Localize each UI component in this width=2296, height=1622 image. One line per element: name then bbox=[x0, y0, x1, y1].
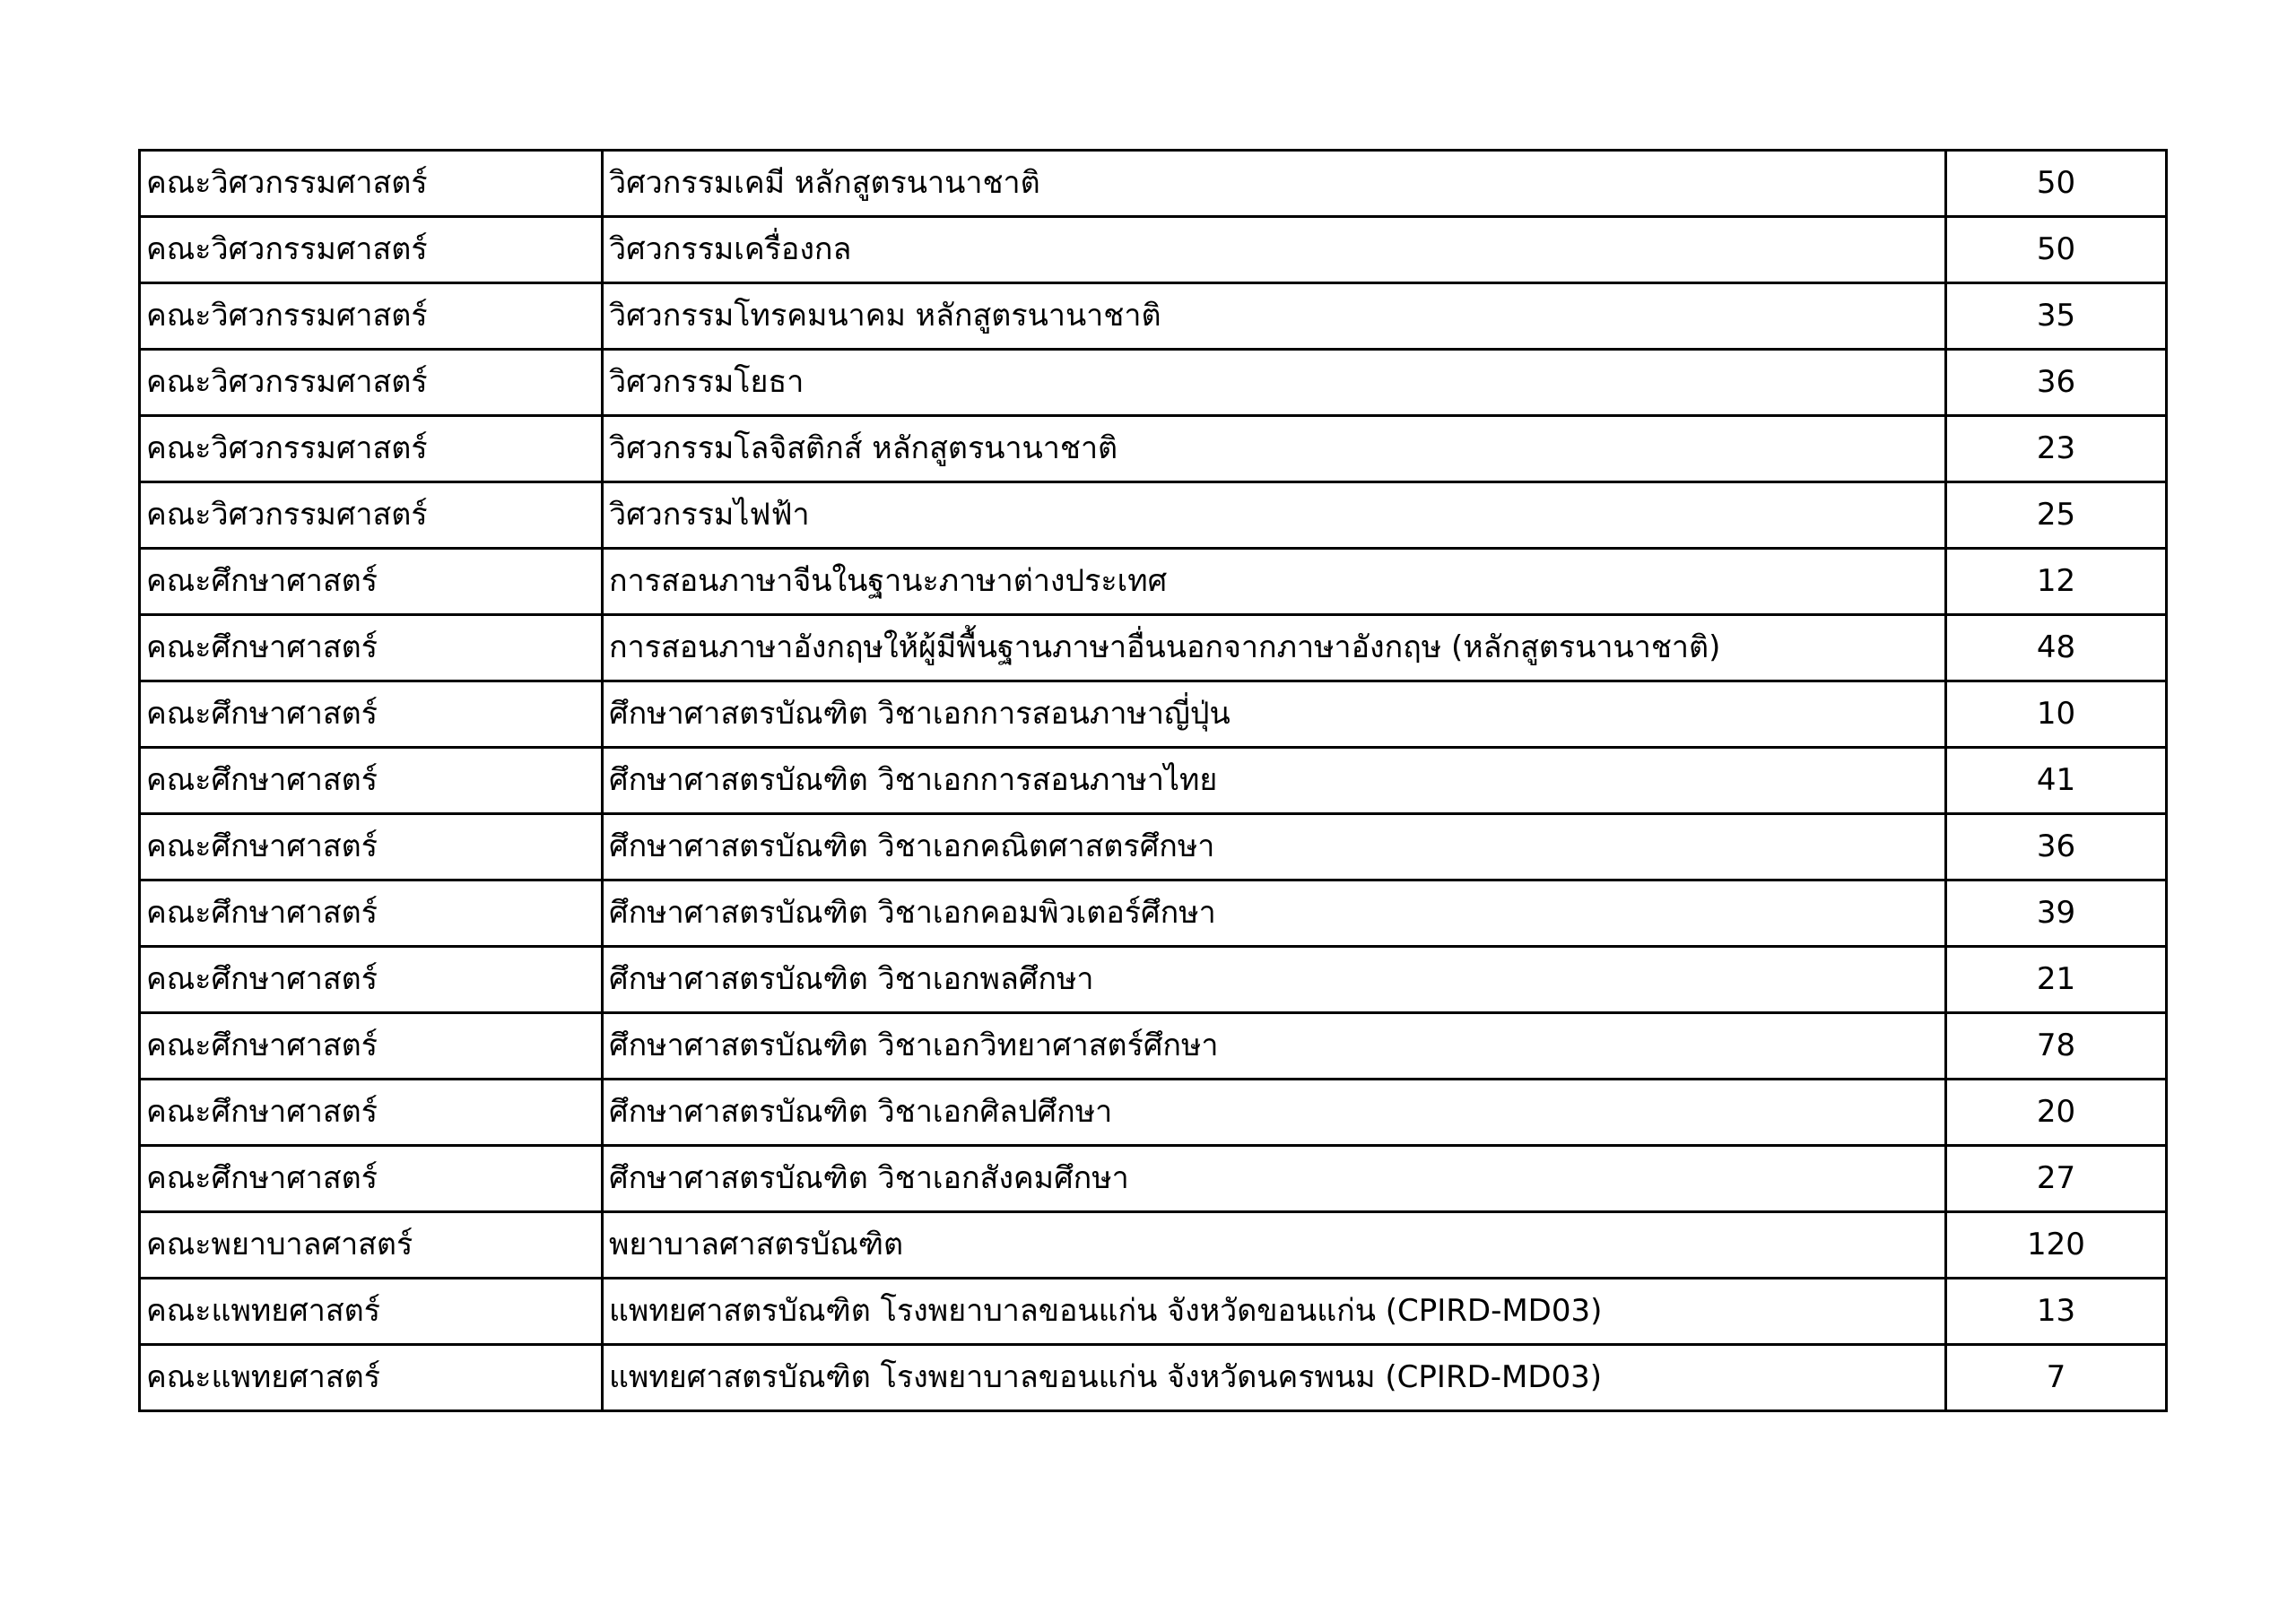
program-cell: วิศวกรรมโลจิสติกส์ หลักสูตรนานาชาติ bbox=[603, 416, 1946, 482]
table-row bbox=[140, 350, 2167, 416]
program-cell: การสอนภาษาอังกฤษให้ผู้มีพื้นฐานภาษาอื่นนอกจากภาษาอังกฤษ (หลักสูตรนานาชาติ) bbox=[603, 615, 1946, 681]
faculty-cell: คณะศึกษาศาสตร์ bbox=[140, 1080, 603, 1146]
faculty-cell: คณะศึกษาศาสตร์ bbox=[140, 748, 603, 814]
count-cell: 12 bbox=[1946, 549, 2167, 615]
faculty-cell: คณะศึกษาศาสตร์ bbox=[140, 681, 603, 748]
table-row bbox=[140, 217, 2167, 283]
table-row bbox=[140, 1013, 2167, 1080]
faculty-cell: คณะศึกษาศาสตร์ bbox=[140, 1013, 603, 1080]
count-cell: 50 bbox=[1946, 151, 2167, 217]
program-cell: ศึกษาศาสตรบัณฑิต วิชาเอกคณิตศาสตรศึกษา bbox=[603, 814, 1946, 880]
table-row bbox=[140, 151, 2167, 217]
table-row bbox=[140, 1146, 2167, 1212]
faculty-cell: คณะแพทยศาสตร์ bbox=[140, 1345, 603, 1411]
program-cell: วิศวกรรมเคมี หลักสูตรนานาชาติ bbox=[603, 151, 1946, 217]
table-row bbox=[140, 1080, 2167, 1146]
table-row bbox=[140, 947, 2167, 1013]
count-cell: 41 bbox=[1946, 748, 2167, 814]
count-cell: 20 bbox=[1946, 1080, 2167, 1146]
faculty-cell: คณะวิศวกรรมศาสตร์ bbox=[140, 350, 603, 416]
program-cell: พยาบาลศาสตรบัณฑิต bbox=[603, 1212, 1946, 1279]
count-cell: 25 bbox=[1946, 482, 2167, 549]
faculty-cell: คณะวิศวกรรมศาสตร์ bbox=[140, 283, 603, 350]
table-row bbox=[140, 681, 2167, 748]
table-row bbox=[140, 615, 2167, 681]
count-cell: 50 bbox=[1946, 217, 2167, 283]
program-quota-table bbox=[138, 149, 2168, 1412]
program-cell: วิศวกรรมโยธา bbox=[603, 350, 1946, 416]
faculty-cell: คณะศึกษาศาสตร์ bbox=[140, 814, 603, 880]
count-cell: 78 bbox=[1946, 1013, 2167, 1080]
count-cell: 35 bbox=[1946, 283, 2167, 350]
program-cell: การสอนภาษาจีนในฐานะภาษาต่างประเทศ bbox=[603, 549, 1946, 615]
count-cell: 10 bbox=[1946, 681, 2167, 748]
program-cell: ศึกษาศาสตรบัณฑิต วิชาเอกสังคมศึกษา bbox=[603, 1146, 1946, 1212]
count-cell: 39 bbox=[1946, 880, 2167, 947]
faculty-cell: คณะวิศวกรรมศาสตร์ bbox=[140, 151, 603, 217]
table-row bbox=[140, 549, 2167, 615]
table-row bbox=[140, 416, 2167, 482]
program-cell: ศึกษาศาสตรบัณฑิต วิชาเอกคอมพิวเตอร์ศึกษา bbox=[603, 880, 1946, 947]
program-cell: ศึกษาศาสตรบัณฑิต วิชาเอกศิลปศึกษา bbox=[603, 1080, 1946, 1146]
table-row bbox=[140, 1279, 2167, 1345]
table-row bbox=[140, 482, 2167, 549]
table-row bbox=[140, 1212, 2167, 1279]
faculty-cell: คณะศึกษาศาสตร์ bbox=[140, 947, 603, 1013]
program-cell: แพทยศาสตรบัณฑิต โรงพยาบาลขอนแก่น จังหวัดนครพนม (CPIRD-MD03) bbox=[603, 1345, 1946, 1411]
faculty-cell: คณะศึกษาศาสตร์ bbox=[140, 1146, 603, 1212]
count-cell: 48 bbox=[1946, 615, 2167, 681]
faculty-cell: คณะศึกษาศาสตร์ bbox=[140, 880, 603, 947]
faculty-cell: คณะแพทยศาสตร์ bbox=[140, 1279, 603, 1345]
count-cell: 13 bbox=[1946, 1279, 2167, 1345]
table-row bbox=[140, 283, 2167, 350]
table-row bbox=[140, 814, 2167, 880]
table-row bbox=[140, 748, 2167, 814]
count-cell: 7 bbox=[1946, 1345, 2167, 1411]
faculty-cell: คณะวิศวกรรมศาสตร์ bbox=[140, 482, 603, 549]
program-cell: วิศวกรรมไฟฟ้า bbox=[603, 482, 1946, 549]
count-cell: 120 bbox=[1946, 1212, 2167, 1279]
program-cell: ศึกษาศาสตรบัณฑิต วิชาเอกการสอนภาษาญี่ปุ่น bbox=[603, 681, 1946, 748]
count-cell: 36 bbox=[1946, 814, 2167, 880]
program-cell: ศึกษาศาสตรบัณฑิต วิชาเอกวิทยาศาสตร์ศึกษา bbox=[603, 1013, 1946, 1080]
program-cell: ศึกษาศาสตรบัณฑิต วิชาเอกพลศึกษา bbox=[603, 947, 1946, 1013]
count-cell: 36 bbox=[1946, 350, 2167, 416]
faculty-cell: คณะวิศวกรรมศาสตร์ bbox=[140, 217, 603, 283]
program-cell: วิศวกรรมโทรคมนาคม หลักสูตรนานาชาติ bbox=[603, 283, 1946, 350]
count-cell: 23 bbox=[1946, 416, 2167, 482]
faculty-cell: คณะวิศวกรรมศาสตร์ bbox=[140, 416, 603, 482]
table-row bbox=[140, 880, 2167, 947]
program-cell: แพทยศาสตรบัณฑิต โรงพยาบาลขอนแก่น จังหวัดขอนแก่น (CPIRD-MD03) bbox=[603, 1279, 1946, 1345]
faculty-cell: คณะศึกษาศาสตร์ bbox=[140, 615, 603, 681]
faculty-cell: คณะศึกษาศาสตร์ bbox=[140, 549, 603, 615]
table-body bbox=[140, 151, 2167, 1411]
count-cell: 27 bbox=[1946, 1146, 2167, 1212]
faculty-cell: คณะพยาบาลศาสตร์ bbox=[140, 1212, 603, 1279]
table-row bbox=[140, 1345, 2167, 1411]
count-cell: 21 bbox=[1946, 947, 2167, 1013]
program-cell: ศึกษาศาสตรบัณฑิต วิชาเอกการสอนภาษาไทย bbox=[603, 748, 1946, 814]
program-cell: วิศวกรรมเครื่องกล bbox=[603, 217, 1946, 283]
